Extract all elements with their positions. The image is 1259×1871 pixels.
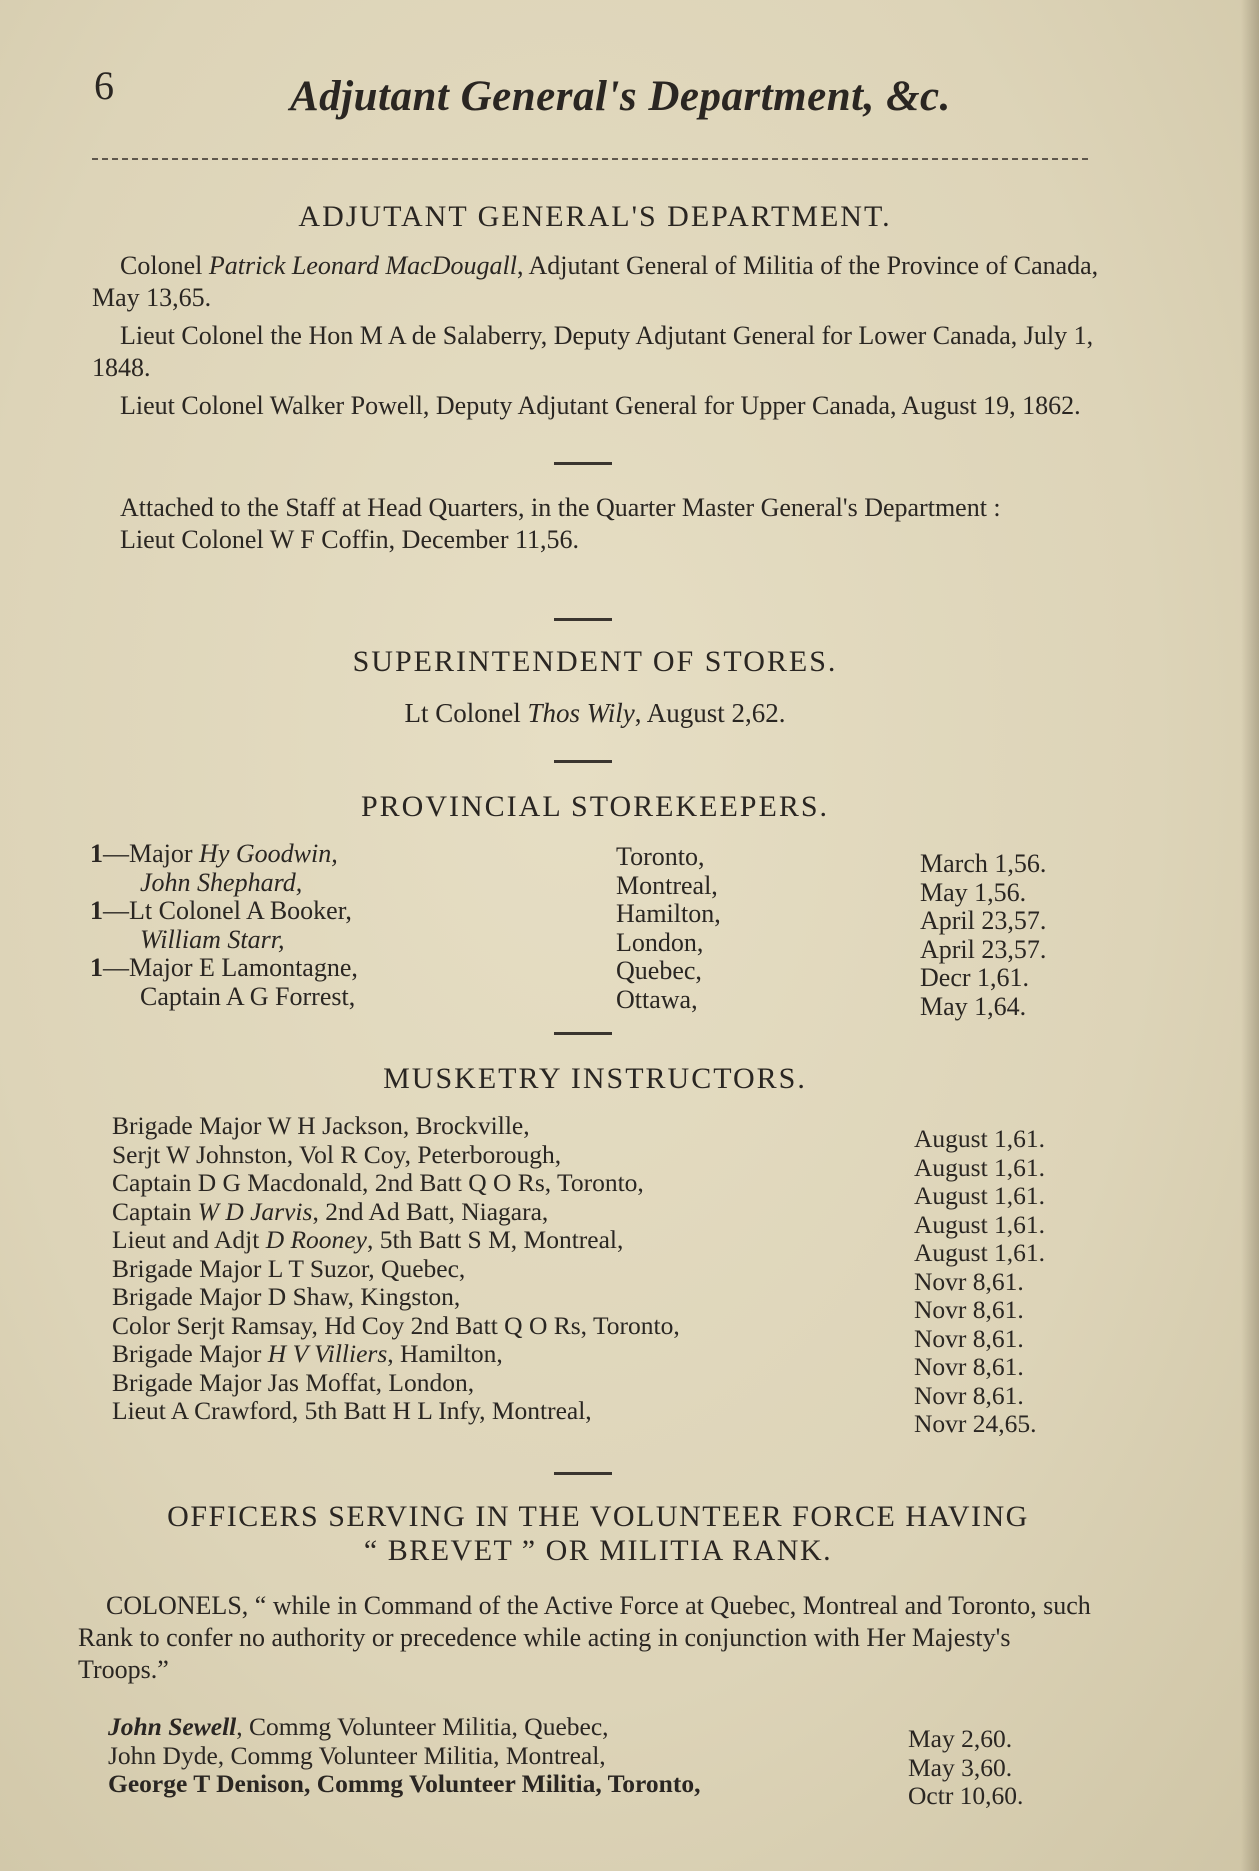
- musketry-names: [112, 1112, 680, 1426]
- date: August 1,61.: [914, 1238, 1046, 1267]
- entry-salaberry: Lieut Colonel the Hon M A de Salaberry, Deputy Adjutant General for Lower Canada, July 1, 1848.: [92, 321, 1094, 382]
- date: Novr 8,61.: [914, 1352, 1024, 1381]
- list-item: Brigade Major H V Villiers, Hamilton,: [112, 1339, 503, 1368]
- list-item: Captain A G Forrest,: [140, 981, 356, 1011]
- running-header-suffix: &c.: [886, 73, 951, 120]
- storekeepers-names: [90, 840, 358, 1011]
- heading-line: “ BREVET ” OR MILITIA RANK.: [363, 1534, 833, 1567]
- list-item: John Dyde, Commg Volunteer Militia, Montreal,: [108, 1740, 606, 1770]
- separator-rule: [554, 462, 612, 465]
- list-item: Lieut A Crawford, 5th Batt H L Infy, Montreal,: [112, 1396, 592, 1425]
- list-item: 1—Major E Lamontagne,: [90, 953, 358, 982]
- date: Novr 8,61.: [914, 1380, 1024, 1410]
- list-item: Captain D G Macdonald, 2nd Batt Q O Rs, Toronto,: [112, 1168, 644, 1197]
- entry-macdougall: Colonel Patrick Leonard MacDougall, Adjutant General of Militia of the Province of Canada, May 13,65.: [92, 251, 1099, 312]
- list-item: John Sewell, Commg Volunteer Militia, Quebec,: [108, 1712, 609, 1741]
- list-item: George T Denison, Commg Volunteer Militia, Toronto,: [108, 1769, 701, 1798]
- staff-attachment: [92, 492, 1102, 556]
- staff-intro: Attached to the Staff at Head Quarters, in the Quarter Master General's Department :: [120, 493, 1001, 522]
- date: May 1,64.: [920, 991, 1027, 1021]
- entry-powell: Lieut Colonel Walker Powell, Deputy Adjutant General for Upper Canada, August 19, 1862.: [120, 391, 1081, 420]
- place: London,: [616, 927, 704, 957]
- separator-rule: [554, 1032, 612, 1035]
- colonels-dates: [908, 1725, 1023, 1811]
- date: May 2,60.: [908, 1724, 1013, 1753]
- place: Hamilton,: [616, 899, 721, 928]
- separator-rule: [554, 760, 612, 763]
- list-item: Brigade Major Jas Moffat, London,: [112, 1367, 475, 1397]
- date: May 1,56.: [920, 877, 1027, 907]
- list-item: Color Serjt Ramsay, Hd Coy 2nd Batt Q O Rs, Toronto,: [112, 1310, 680, 1340]
- officer-name: Thos Wily: [527, 698, 635, 728]
- section-heading-stores: SUPERINTENDENT OF STORES.: [352, 645, 838, 678]
- heading-line: OFFICERS SERVING IN THE VOLUNTEER FORCE HAVING: [167, 1500, 1029, 1533]
- list-item: William Starr,: [140, 924, 285, 954]
- date: August 1,61.: [914, 1152, 1046, 1182]
- date: Octr 10,60.: [908, 1781, 1024, 1810]
- separator-rule: [554, 1472, 612, 1475]
- section-heading-volunteer: [78, 1500, 1118, 1568]
- section-heading-storekeepers: PROVINCIAL STOREKEEPERS.: [360, 790, 830, 823]
- place: Toronto,: [616, 842, 705, 871]
- staff-entry-coffin: Lieut Colonel W F Coffin, December 11,56.: [120, 525, 580, 554]
- list-item: John Shephard,: [140, 867, 303, 897]
- date: August 1,61.: [914, 1124, 1046, 1153]
- separator-rule: [554, 618, 612, 621]
- header-rule: [92, 158, 1088, 160]
- date: May 3,60.: [908, 1752, 1013, 1782]
- storekeepers-dates: [920, 850, 1046, 1021]
- list-item: Serjt W Johnston, Vol R Coy, Peterborough,: [112, 1139, 562, 1169]
- section-heading-adjutant: ADJUTANT GENERAL'S DEPARTMENT.: [298, 200, 892, 233]
- officer-name: Patrick Leonard MacDougall: [208, 251, 517, 280]
- date: Novr 8,61.: [914, 1323, 1024, 1353]
- date: Novr 24,65.: [914, 1409, 1037, 1438]
- section-heading-musketry: MUSKETRY INSTRUCTORS.: [383, 1062, 807, 1095]
- list-item: Brigade Major L T Suzor, Quebec,: [112, 1253, 466, 1283]
- musketry-dates: [914, 1125, 1045, 1439]
- adjutant-entries: [92, 250, 1102, 422]
- date: April 23,57.: [920, 934, 1047, 964]
- colonels-names: [108, 1713, 700, 1799]
- list-item: Lieut and Adjt D Rooney, 5th Batt S M, Montreal,: [112, 1225, 624, 1254]
- date: Decr 1,61.: [920, 963, 1030, 992]
- list-item: Brigade Major W H Jackson, Brockville,: [112, 1111, 530, 1140]
- date: Novr 8,61.: [914, 1295, 1024, 1324]
- date: August 1,61.: [914, 1181, 1046, 1210]
- storekeepers-places: [616, 843, 721, 1014]
- colonels-paragraph: [78, 1590, 1098, 1686]
- place: Montreal,: [616, 870, 718, 900]
- page-number: 6: [94, 63, 114, 108]
- running-header: [290, 72, 951, 121]
- running-header-title: Adjutant General's Department,: [290, 73, 875, 120]
- date: April 23,57.: [920, 906, 1047, 935]
- list-item: Captain W D Jarvis, 2nd Ad Batt, Niagara,: [112, 1196, 549, 1226]
- date: Novr 8,61.: [914, 1266, 1024, 1296]
- list-item: Brigade Major D Shaw, Kingston,: [112, 1282, 461, 1311]
- date: March 1,56.: [920, 849, 1047, 878]
- place: Ottawa,: [616, 984, 698, 1014]
- stores-entry: Lt Colonel Thos Wily, August 2,62.: [404, 698, 786, 728]
- place: Quebec,: [616, 956, 702, 985]
- list-item: 1—Major Hy Goodwin,: [90, 839, 338, 868]
- date: August 1,61.: [914, 1209, 1046, 1239]
- list-item: 1—Lt Colonel A Booker,: [90, 896, 352, 925]
- colonels-note: COLONELS, “ while in Command of the Active Force at Quebec, Montreal and Toronto, such Rank to confer no authority or precedence while acting in conjunction with Her Majesty's Troops.”: [78, 1591, 1091, 1684]
